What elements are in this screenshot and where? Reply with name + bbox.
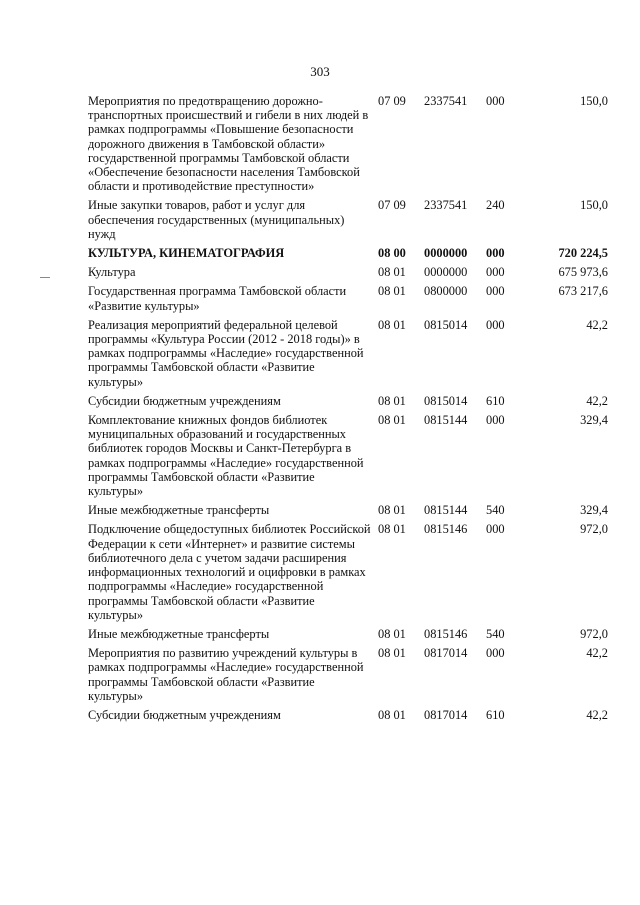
- row-section-code: 08 01: [378, 503, 406, 518]
- row-expense-code: 610: [486, 707, 505, 722]
- row-expense-code: 000: [486, 94, 505, 108]
- row-target-code: 0817014: [424, 646, 468, 661]
- row-section-code: 08 00: [378, 246, 406, 261]
- row-amount: 42,2: [586, 317, 608, 332]
- row-amount: 972,0: [580, 522, 608, 537]
- row-amount: 720 224,5: [558, 246, 608, 261]
- table-row: [88, 394, 608, 413]
- row-section-code: 08 01: [378, 284, 406, 299]
- row-name: Культура: [88, 265, 136, 280]
- table-row: [88, 522, 608, 626]
- table-row: [88, 646, 608, 708]
- row-expense-code: 000: [486, 317, 505, 332]
- row-section-code: 08 01: [378, 522, 406, 537]
- row-name: Иные закупки товаров, работ и услуг для обеспечения государственных (муниципальных) нужд: [88, 198, 345, 241]
- table-row: [88, 503, 608, 522]
- margin-mark: [40, 277, 50, 278]
- row-target-code: 0815144: [424, 503, 468, 518]
- table-row: [88, 318, 608, 394]
- row-amount: 675 973,6: [558, 265, 608, 280]
- row-name: Мероприятия по развитию учреждений культуры в рамках подпрограммы «Наследие» государственной программы Тамбовской области «Развитие культуры»: [88, 646, 364, 703]
- row-section-code: 08 01: [378, 413, 406, 428]
- row-name: КУЛЬТУРА, КИНЕМАТОГРАФИЯ: [88, 246, 285, 261]
- table-row: [88, 246, 608, 265]
- row-target-code: 0815014: [424, 317, 468, 332]
- row-target-code: 2337541: [424, 198, 468, 213]
- row-expense-code: 000: [486, 246, 505, 261]
- table-row: [88, 627, 608, 646]
- row-amount: 42,2: [586, 646, 608, 661]
- row-section-code: 08 01: [378, 626, 406, 641]
- row-section-code: 07 09: [378, 198, 406, 213]
- table-row: [88, 284, 608, 317]
- row-section-code: 08 01: [378, 265, 406, 280]
- row-expense-code: 240: [486, 198, 505, 213]
- row-target-code: 0815144: [424, 413, 468, 428]
- row-amount: 329,4: [580, 503, 608, 518]
- row-section-code: 08 01: [378, 707, 406, 722]
- row-expense-code: 000: [486, 413, 505, 428]
- row-name: Субсидии бюджетным учреждениям: [88, 707, 281, 722]
- row-name: Мероприятия по предотвращению дорожно-транспортных происшествий и гибели в них людей в рамках подпрограммы «Повышение безопасности дорожного движения в Тамбовской области» государственной программы Тамбовской области «Обеспечение безопасности населения Тамбовской области и противодействие преступности»: [88, 94, 369, 194]
- row-target-code: 0815146: [424, 522, 468, 537]
- row-amount: 329,4: [580, 413, 608, 428]
- row-amount: 42,2: [586, 393, 608, 408]
- row-target-code: 0000000: [424, 265, 468, 280]
- page-number: 303: [310, 64, 330, 79]
- table-row: [88, 94, 608, 198]
- row-name: Реализация мероприятий федеральной целевой программы «Культура России (2012 - 2018 годы)» в рамках подпрограммы «Наследие» государственной программы Тамбовской области «Развитие культуры»: [88, 317, 364, 389]
- table-row: [88, 708, 608, 727]
- row-name: Государственная программа Тамбовской области «Развитие культуры»: [88, 284, 347, 313]
- row-amount: 42,2: [586, 707, 608, 722]
- row-amount: 150,0: [580, 94, 608, 108]
- row-section-code: 07 09: [378, 94, 406, 108]
- row-section-code: 08 01: [378, 317, 406, 332]
- row-expense-code: 000: [486, 284, 505, 299]
- row-expense-code: 610: [486, 393, 505, 408]
- table-row: [88, 265, 608, 284]
- row-name: Подключение общедоступных библиотек Российской Федерации к сети «Интернет» и развитие системы библиотечного дела с учетом задачи расширения информационных технологий и оцифровки в рамках подпрограммы «Наследие» государственной программы Тамбовской области «Развитие культуры»: [88, 522, 371, 622]
- row-name: Субсидии бюджетным учреждениям: [88, 393, 281, 408]
- row-section-code: 08 01: [378, 393, 406, 408]
- row-section-code: 08 01: [378, 646, 406, 661]
- row-amount: 150,0: [580, 198, 608, 213]
- row-target-code: 0815146: [424, 626, 468, 641]
- row-expense-code: 000: [486, 646, 505, 661]
- row-expense-code: 540: [486, 503, 505, 518]
- row-expense-code: 000: [486, 265, 505, 280]
- row-target-code: 0817014: [424, 707, 468, 722]
- row-name: Иные межбюджетные трансферты: [88, 503, 270, 518]
- row-expense-code: 000: [486, 522, 505, 537]
- row-amount: 972,0: [580, 626, 608, 641]
- row-target-code: 2337541: [424, 94, 468, 108]
- row-expense-code: 540: [486, 626, 505, 641]
- budget-table: [88, 94, 608, 727]
- row-target-code: 0800000: [424, 284, 468, 299]
- row-target-code: 0000000: [424, 246, 468, 261]
- table-row: [88, 413, 608, 503]
- row-target-code: 0815014: [424, 393, 468, 408]
- row-name: Иные межбюджетные трансферты: [88, 626, 270, 641]
- row-amount: 673 217,6: [558, 284, 608, 299]
- row-name: Комплектование книжных фондов библиотек муниципальных образований и государственных библиотек городов Москвы и Санкт-Петербурга в рамках подпрограммы «Наследие» государственной программы Тамбовской области «Развитие культуры»: [88, 413, 364, 499]
- table-row: [88, 198, 608, 246]
